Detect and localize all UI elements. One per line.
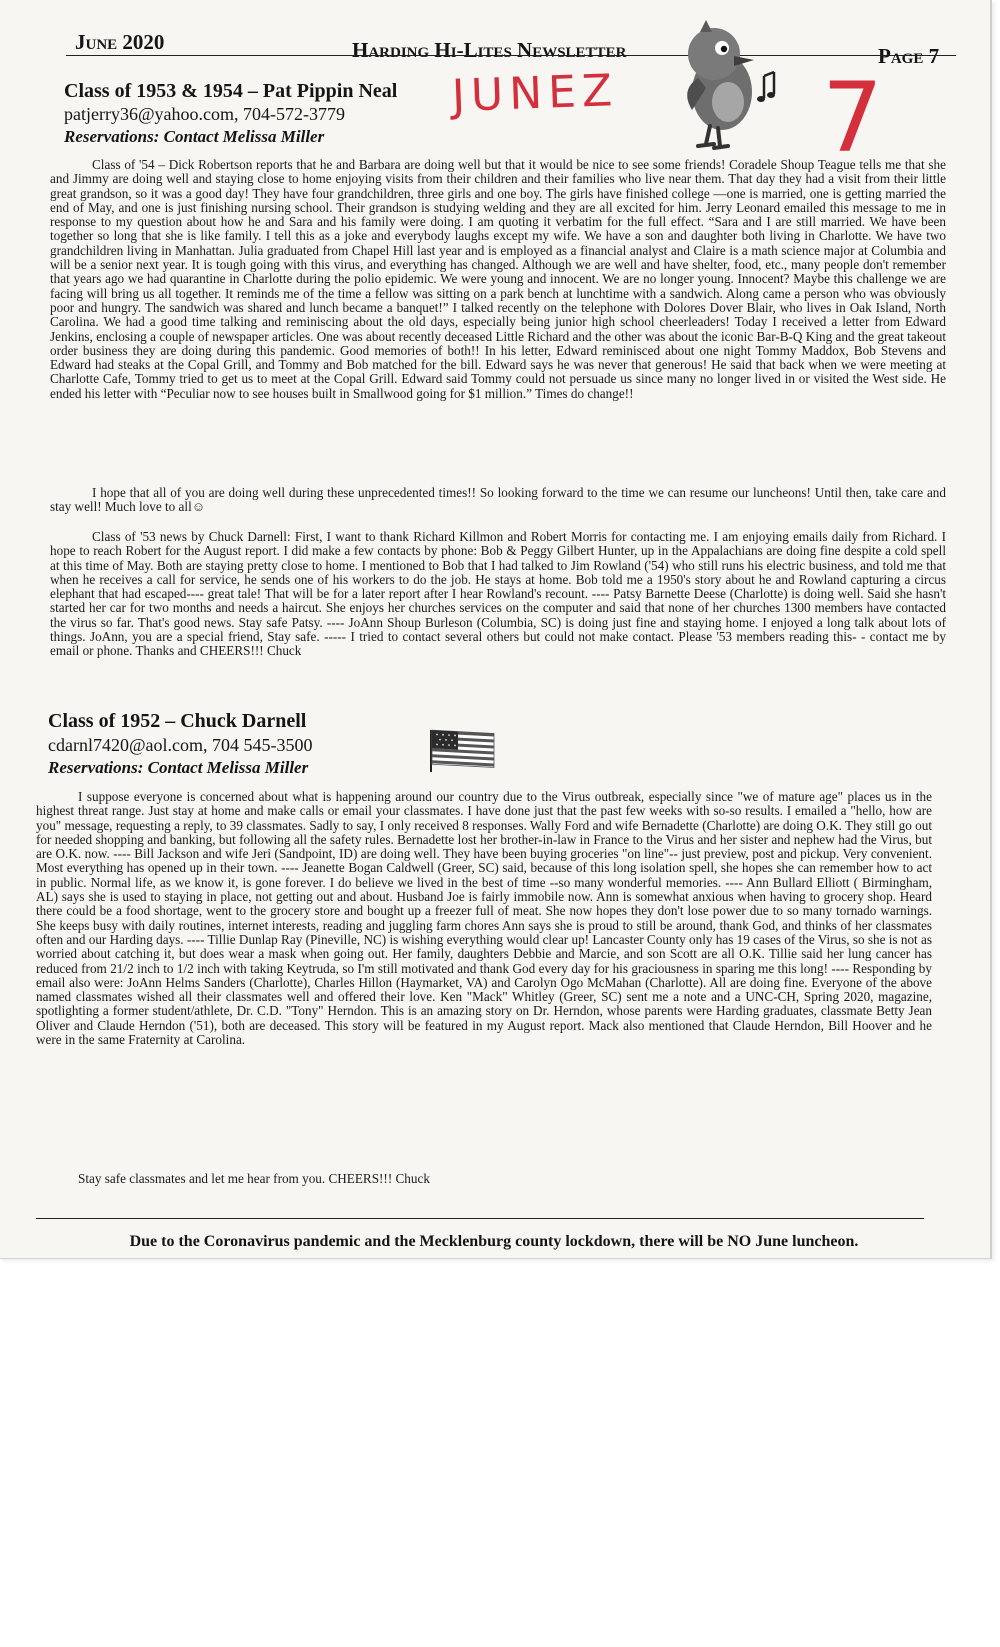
reservations-1952: Reservations: Contact Melissa Miller: [48, 758, 309, 777]
header-rule: [66, 55, 956, 56]
section-title-1953: Class of 1953 & 1954 – Pat Pippin Neal: [64, 80, 398, 102]
reservations-1953: Reservations: Contact Melissa Miller: [64, 127, 325, 146]
page-label: Page 7: [878, 44, 940, 68]
contact-1953: patjerry36@yahoo.com, 704-572-3779: [64, 104, 346, 124]
luncheon-notice: Due to the Coronavirus pandemic and the Mecklenburg county lockdown, there will be NO June luncheon.: [129, 1233, 859, 1250]
paragraph-1953-2: I hope that all of you are doing well during these unprecedented times!! So looking forward to the time we can resume our luncheons! Until then, take care and stay well! Much love to all☺: [50, 485, 946, 515]
handwritten-page-number: 7: [822, 62, 884, 174]
newsletter-title: Harding Hi-Lites Newsletter: [352, 38, 627, 62]
handwritten-month: JUNEZ: [451, 65, 619, 122]
paragraph-1952-1: I suppose everyone is concerned about what is happening around our country due to the Virus outbreak, especially since "we of mature age" places us in the highest threat range. Just stay at home and make calls or email your classmates. I have done just that the past few weeks with so-so results. I emailed a "hello, how are you" message, requesting a reply, to 39 classmates. Sadly to say, I only received 8 responses. Wally Ford and wife Bernadette (Charlotte) are doing O.K. They still go out for needed shopping and banking, but following all the safety rules. Bernadette lost her brother-in-law in France to the Virus and her sister and nephew had the Virus, but are O.K. now. ---- Bill Jackson and wife Jeri (Sandpoint, ID) are doing well. They have been buying groceries "on line"-- just preview, post and pickup. Very convenient. Most everything has opened up in their town. ---- Jeanette Bogan Caldwell (Greer, SC) said, because of this long isolation spell, she hopes she can remember how to act in public. Normal life, as we know it, is gone forever. I do believe we lived in the best of time --so many wonderful memories. ---- Ann Bullard Elliott ( Birmingham, AL) says she is used to staying in place, not getting out and about. Husband Joe is fairly immobile now. Ann is somewhat anxious when having to grocery shop. Heard there could be a food shortage, went to the grocery store and bought up a freezer full of meat. She now hopes they don't lose power due to so many tornado warnings. She keeps busy with daily routines, internet interests, reading and juggling farm chores Ann says she is proud to still be around, thank God, and thinks of her classmates often and our Harding days. ---- Tillie Dunlap Ray (Pineville, NC) is wishing everything would clear up! Lancaster County only has 19 cases of the Virus, so she is not as worried about catching it, but does wear a mask when going out. Her family, daughters Debbie and Marcie, and son Scott are all O.K. Tillie said her lung cancer has reduced from 21/2 inch to 1/2 inch with taking Keytruda, so I'm still motivated and thank God every day for his graciousness in sparing me this long! ---- Responding by email also were: JoAnn Helms Sanders (Charlotte), Charles Hillon (Haymarket, VA) and Carolyn Ogo McMahan (Charlotte). All are doing fine. Everyone of the above named classmates wished all their classmates well and offered their love. Ken "Mack" Whitley (Greer, SC) sent me a note and a UNC-CH, Spring 2020, magazine, spotlighting a former student/athlete, Dr. C.D. "Tony" Herndon. This is an amazing story on Dr. Herndon, whose parents were Harding graduates, classmate Betty Jean Oliver and Claude Herndon ('51), both are deceased. This story will be featured in my August report. Mack also mentioned that Claude Herndon, Bill Hoover and he were in the same Fraternity at Carolina.: [36, 789, 932, 1048]
us-flag-icon: [428, 728, 498, 772]
paragraph-1952-2: Stay safe classmates and let me hear from you. CHEERS!!! Chuck: [78, 1171, 430, 1186]
bird-mascot-icon: [670, 18, 790, 150]
notice-rule: [36, 1218, 924, 1219]
header-date: June 2020: [75, 30, 165, 54]
section-title-1952: Class of 1952 – Chuck Darnell: [48, 710, 307, 732]
contact-1952: cdarnl7420@aol.com, 704 545-3500: [48, 735, 313, 755]
paragraph-1953-3: Class of '53 news by Chuck Darnell: First, I want to thank Richard Killmon and Robert Morris for contacting me. I am enjoying emails daily from Richard. I hope to reach Robert for the August report. I did make a few contacts by phone: Bob & Peggy Gilbert Hunter, up in the Appalachians are doing fine despite a cold spell at this time of May. Both are staying pretty close to home. I mentioned to Bob that I had talked to Jim Rowland ('54) who still runs his electric business, and told me that when he receives a call for service, he sends one of his workers to do the job. He stays at home. Bob told me a 1950's story about he and Rowland capturing a circus elephant that had escaped---- great tale! That will be for a later report after I hear Rowland's recount. ---- Patsy Barnette Deese (Charlotte) is doing well. Said she hasn't started her car for two months and needs a haircut. She enjoys her churches services on the computer and said that none of her churches 1300 members have contacted the virus so far. That's good news. Stay safe Patsy. ---- JoAnn Shoup Burleson (Columbia, SC) is doing just fine and staying home. I enjoyed a long talk about lots of things. JoAnn, you are a special friend, Stay safe. ----- I tried to contact several others but could not make contact. Please '53 members reading this- - contact me by email or phone. Thanks and CHEERS!!! Chuck: [50, 529, 946, 659]
paragraph-1953-1: Class of '54 – Dick Robertson reports that he and Barbara are doing well but that it would be nice to see some friends! Coradele Shoup Teague tells me that she and Jimmy are doing well and staying close to home enjoying visits from their children and their families who live near them. That day they had a visit from their little great grandson, so it was a good day! They have four grandchildren, three girls and one boy. The girls have finished college —one is married, one is getting married the end of May, and one is just finishing nursing school. Their grandson is studying welding and they are all excited for him. Jerry Leonard emailed this message to me in response to my question about how he and Sara and his family were doing. I am quoting it verbatim for the full effect. “Sara and I are still married. We have been together so long that she is like family. I tell this as a joke and everybody laughs except my wife. We have a son and daughter both living in Charlotte. We have two grandchildren living in Manhattan. Julia graduated from Chapel Hill last year and is employed as a financial analyst and Claire is a math science major at Columbia and will be a senior next year. It is tough going with this virus, and everything has changed. Although we are well and have shelter, food, etc., many people don't remember that years ago we had quarantine in Charlotte during the polio epidemic. We were young and innocent. We are no longer young. Innocent? Maybe this challenge we are facing will bring us all together. It reminds me of the time a fellow was sitting on a park bench at lunchtime with a sandwich. Along came a person who was obviously poor and hungry. The sandwich was shared and lunch became a banquet!” I talked recently on the telephone with Dolores Dover Blair, who lives in Oak Island, North Carolina. We had a good time talking and reminiscing about the old days, especially being junior high school cheerleaders! Today I received a letter from Edward Jenkins, enclosing a couple of newspaper articles. One was about recently deceased Little Richard and the other was about the iconic Bar-B-Q King and the great takeout order business they are doing during this pandemic. Good memories of both!! In his letter, Edward reminisced about one night Tommy Maddox, Bob Stevens and Edward had steaks at the Copal Grill, and Tommy and Bob matched for the bill. Edward says he was never that generous! He said that back when we were meeting at Charlotte Cafe, Tommy tried to get us to meet at the Copal Grill. Edward said Tommy could not persuade us since many no longer lived in or visited the West side. He ended his letter with “Peculiar now to see houses built in Smallwood going for $1 million.” Times do change!!: [50, 157, 946, 401]
